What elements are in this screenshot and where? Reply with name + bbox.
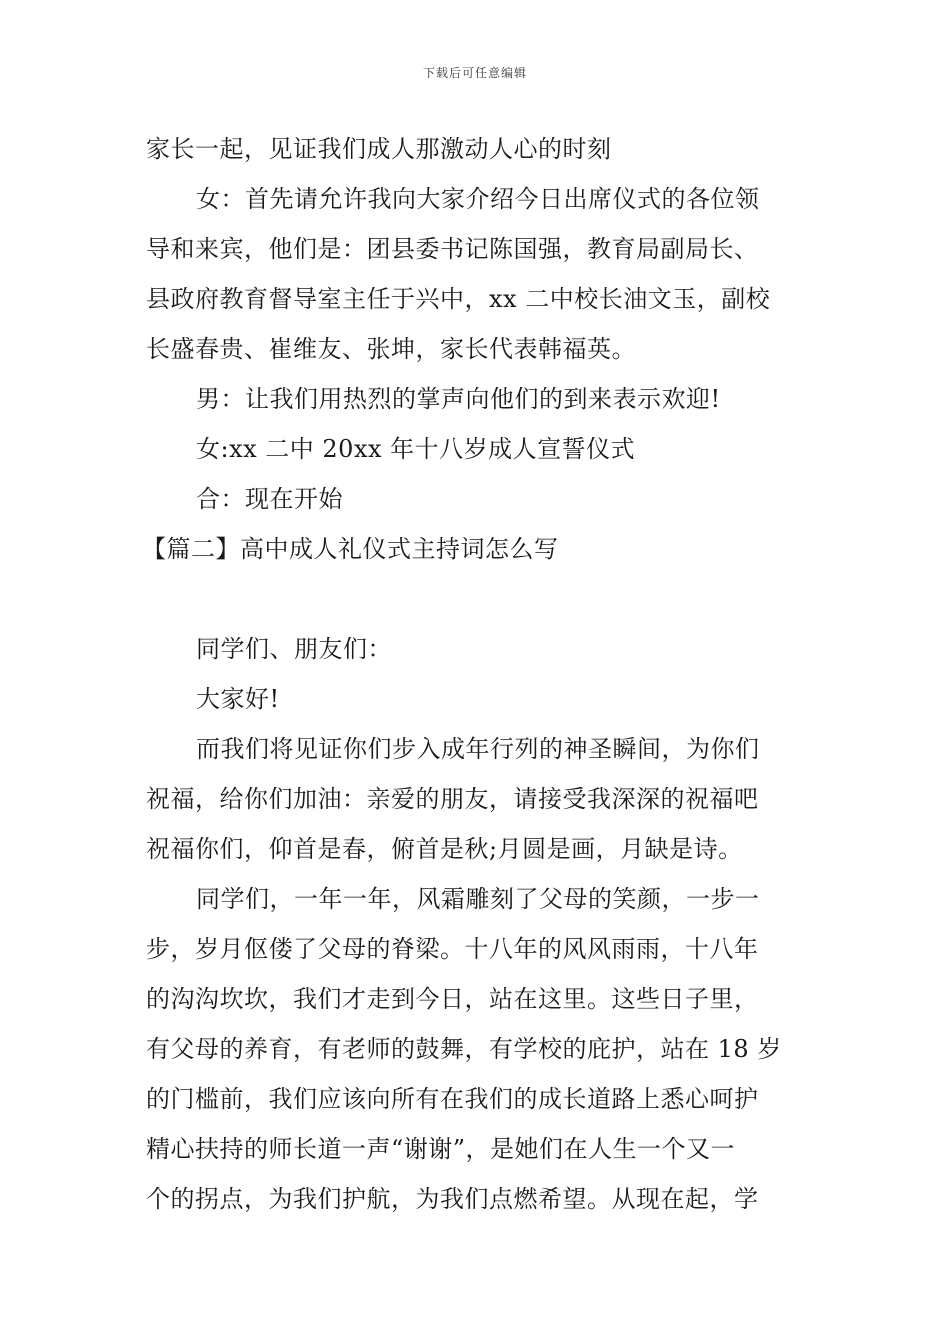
- text-line: 女：首先请允许我向大家介绍今日出席仪式的各位领: [196, 185, 760, 213]
- text-line: 女:xx 二中 20xx 年十八岁成人宣誓仪式: [196, 435, 636, 463]
- text-line: 祝福你们，仰首是春，俯首是秋;月圆是画，月缺是诗。: [146, 835, 743, 863]
- page-header: 下载后可任意编辑: [422, 66, 527, 80]
- section-heading: 【篇二】高中成人礼仪式主持词怎么写: [142, 535, 559, 563]
- text-line: 家长一起，见证我们成人那激动人心的时刻: [146, 135, 612, 163]
- text-line: 精心扶持的师长道一声“谢谢”，是她们在人生一个又一: [146, 1135, 736, 1163]
- text-line: 同学们，一年一年，风霜雕刻了父母的笑颜，一步一: [196, 885, 760, 913]
- document-body: [142, 124, 810, 1224]
- text-line: 有父母的养育，有老师的鼓舞，有学校的庇护，站在 18 岁: [146, 1035, 782, 1063]
- text-line: 步，岁月伛偻了父母的脊梁。十八年的风风雨雨，十八年: [146, 935, 759, 963]
- text-line: 合：现在开始: [196, 485, 343, 513]
- text-line: 导和来宾，他们是：团县委书记陈国强，教育局副局长、: [146, 235, 759, 263]
- text-line: 的沟沟坎坎，我们才走到今日，站在这里。这些日子里，: [146, 985, 759, 1013]
- text-line: 而我们将见证你们步入成年行列的神圣瞬间，为你们: [196, 735, 760, 763]
- text-line: 祝福，给你们加油：亲爱的朋友，请接受我深深的祝福吧: [146, 785, 759, 813]
- text-line: 男：让我们用热烈的掌声向他们的到来表示欢迎!: [196, 385, 721, 413]
- text-line: 同学们、朋友们：: [196, 635, 392, 663]
- text-line: 长盛春贵、崔维友、张坤，家长代表韩福英。: [146, 335, 636, 363]
- text-line: 个的拐点，为我们护航，为我们点燃希望。从现在起，学: [146, 1185, 759, 1213]
- text-line: 的门槛前，我们应该向所有在我们的成长道路上悉心呵护: [146, 1085, 759, 1113]
- blank-line: [146, 574, 810, 624]
- text-line: 县政府教育督导室主任于兴中，xx 二中校长油文玉，副校: [146, 285, 771, 313]
- text-line: 大家好!: [196, 685, 280, 713]
